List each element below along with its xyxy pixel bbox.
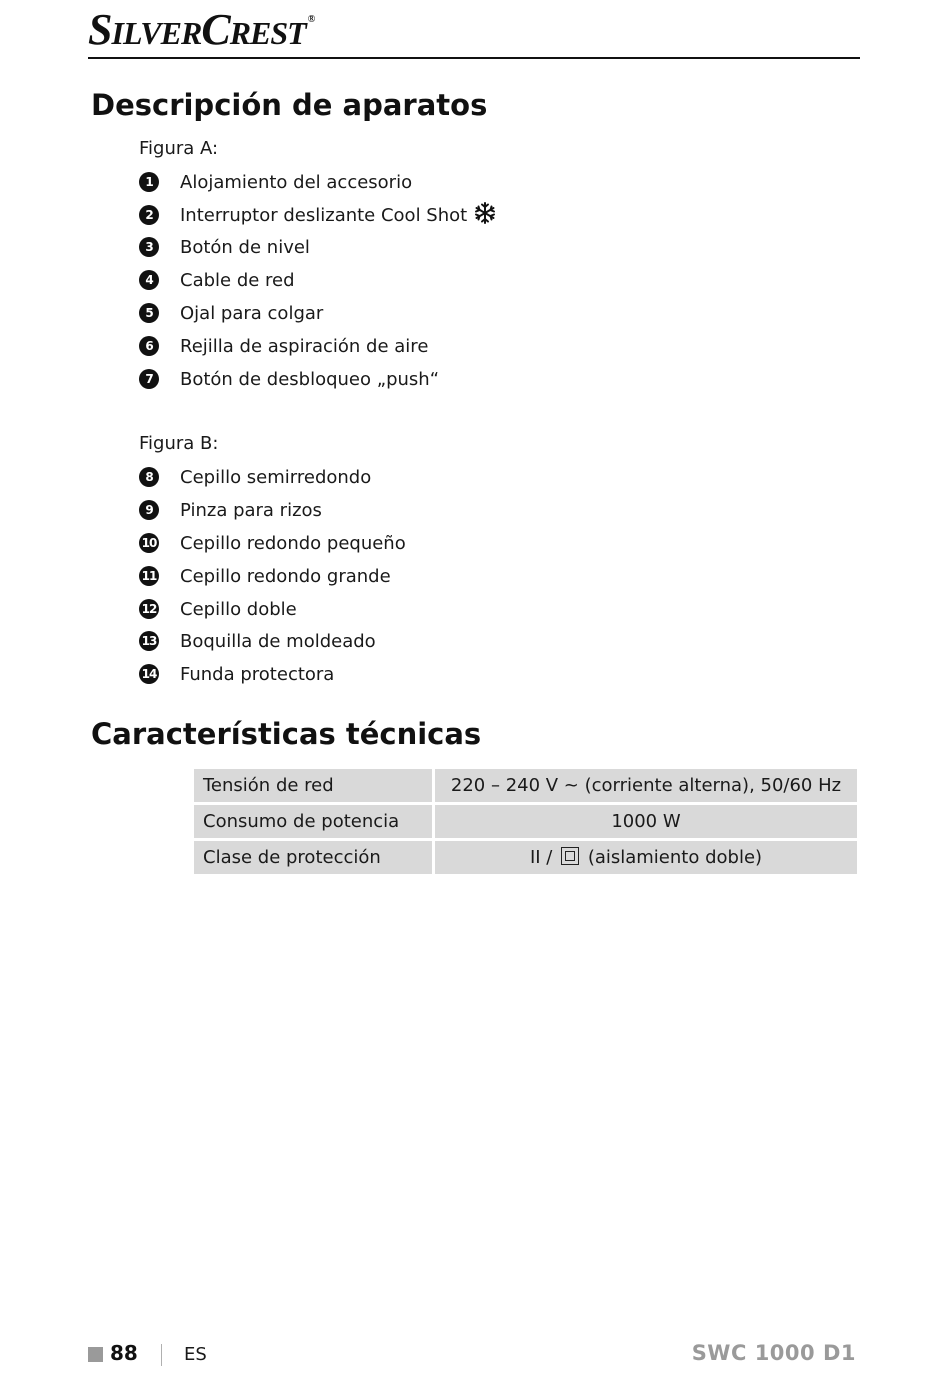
item-label: Cepillo semirredondo <box>180 466 372 488</box>
figure-b-item <box>139 662 335 686</box>
item-number: 2 <box>139 205 159 225</box>
brand-logo: SILVERCREST ® <box>88 5 315 54</box>
table-row <box>194 769 857 805</box>
figure-b-label: Figura B: <box>139 433 219 454</box>
specs-table <box>194 769 857 877</box>
language-code: ES <box>184 1344 207 1365</box>
figure-a-label: Figura A: <box>139 138 219 159</box>
item-label: Cepillo redondo pequeño <box>180 532 406 554</box>
spec-value <box>435 841 857 877</box>
item-number: 12 <box>139 599 159 619</box>
item-number: 4 <box>139 270 159 290</box>
item-number: 1 <box>139 172 159 192</box>
item-label: Cepillo redondo grande <box>180 565 391 587</box>
item-label: Pinza para rizos <box>180 499 322 521</box>
figure-a-item <box>139 235 310 259</box>
spec-value: 1000 W <box>435 805 857 841</box>
item-number: 9 <box>139 500 159 520</box>
spec-label: Clase de protección <box>194 841 435 877</box>
item-label: Botón de nivel <box>180 236 310 258</box>
double-insulation-icon <box>561 847 579 865</box>
section-title-caracteristicas: Características técnicas <box>91 717 482 751</box>
figure-a-item <box>139 367 440 391</box>
item-number: 5 <box>139 303 159 323</box>
figure-a-item <box>139 203 468 227</box>
figure-a-item <box>139 334 429 358</box>
spec-label: Consumo de potencia <box>194 805 435 841</box>
spec-value: 220 – 240 V ~ (corriente alterna), 50/60 Hz <box>435 769 857 805</box>
item-label: Botón de desbloqueo „push“ <box>180 368 440 390</box>
section-title-descripcion: Descripción de aparatos <box>91 88 488 122</box>
item-label: Funda protectora <box>180 663 335 685</box>
item-number: 8 <box>139 467 159 487</box>
figure-b-item <box>139 629 376 653</box>
figure-b-item <box>139 465 372 489</box>
figure-b-item <box>139 564 391 588</box>
item-label: Ojal para colgar <box>180 302 324 324</box>
spec-value-prefix: II / <box>529 847 553 868</box>
item-number: 11 <box>139 566 159 586</box>
table-row <box>194 805 857 841</box>
page-number: 88 <box>110 1341 138 1365</box>
figure-b-item <box>139 531 406 555</box>
spec-label: Tensión de red <box>194 769 435 805</box>
figure-a-item <box>139 170 413 194</box>
figure-a-item <box>139 301 324 325</box>
figure-b-item <box>139 498 322 522</box>
item-label: Interruptor deslizante Cool Shot <box>180 204 468 226</box>
item-number: 13 <box>139 631 159 651</box>
snowflake-icon <box>473 201 497 230</box>
item-label: Boquilla de moldeado <box>180 630 376 652</box>
item-number: 3 <box>139 237 159 257</box>
spec-value-suffix: (aislamiento doble) <box>587 847 763 868</box>
item-number: 7 <box>139 369 159 389</box>
item-label: Rejilla de aspiración de aire <box>180 335 429 357</box>
item-label-wrap <box>180 201 497 230</box>
figure-a-item <box>139 268 295 292</box>
item-label: Cable de red <box>180 269 295 291</box>
item-number: 10 <box>139 533 159 553</box>
footer-marker <box>88 1347 103 1362</box>
table-row <box>194 841 857 877</box>
item-number: 6 <box>139 336 159 356</box>
figure-b-item <box>139 597 297 621</box>
model-number: SWC 1000 D1 <box>691 1341 856 1365</box>
footer-divider <box>161 1344 162 1366</box>
item-label: Cepillo doble <box>180 598 297 620</box>
item-label: Alojamiento del accesorio <box>180 171 413 193</box>
header-rule <box>88 57 860 59</box>
item-number: 14 <box>139 664 159 684</box>
